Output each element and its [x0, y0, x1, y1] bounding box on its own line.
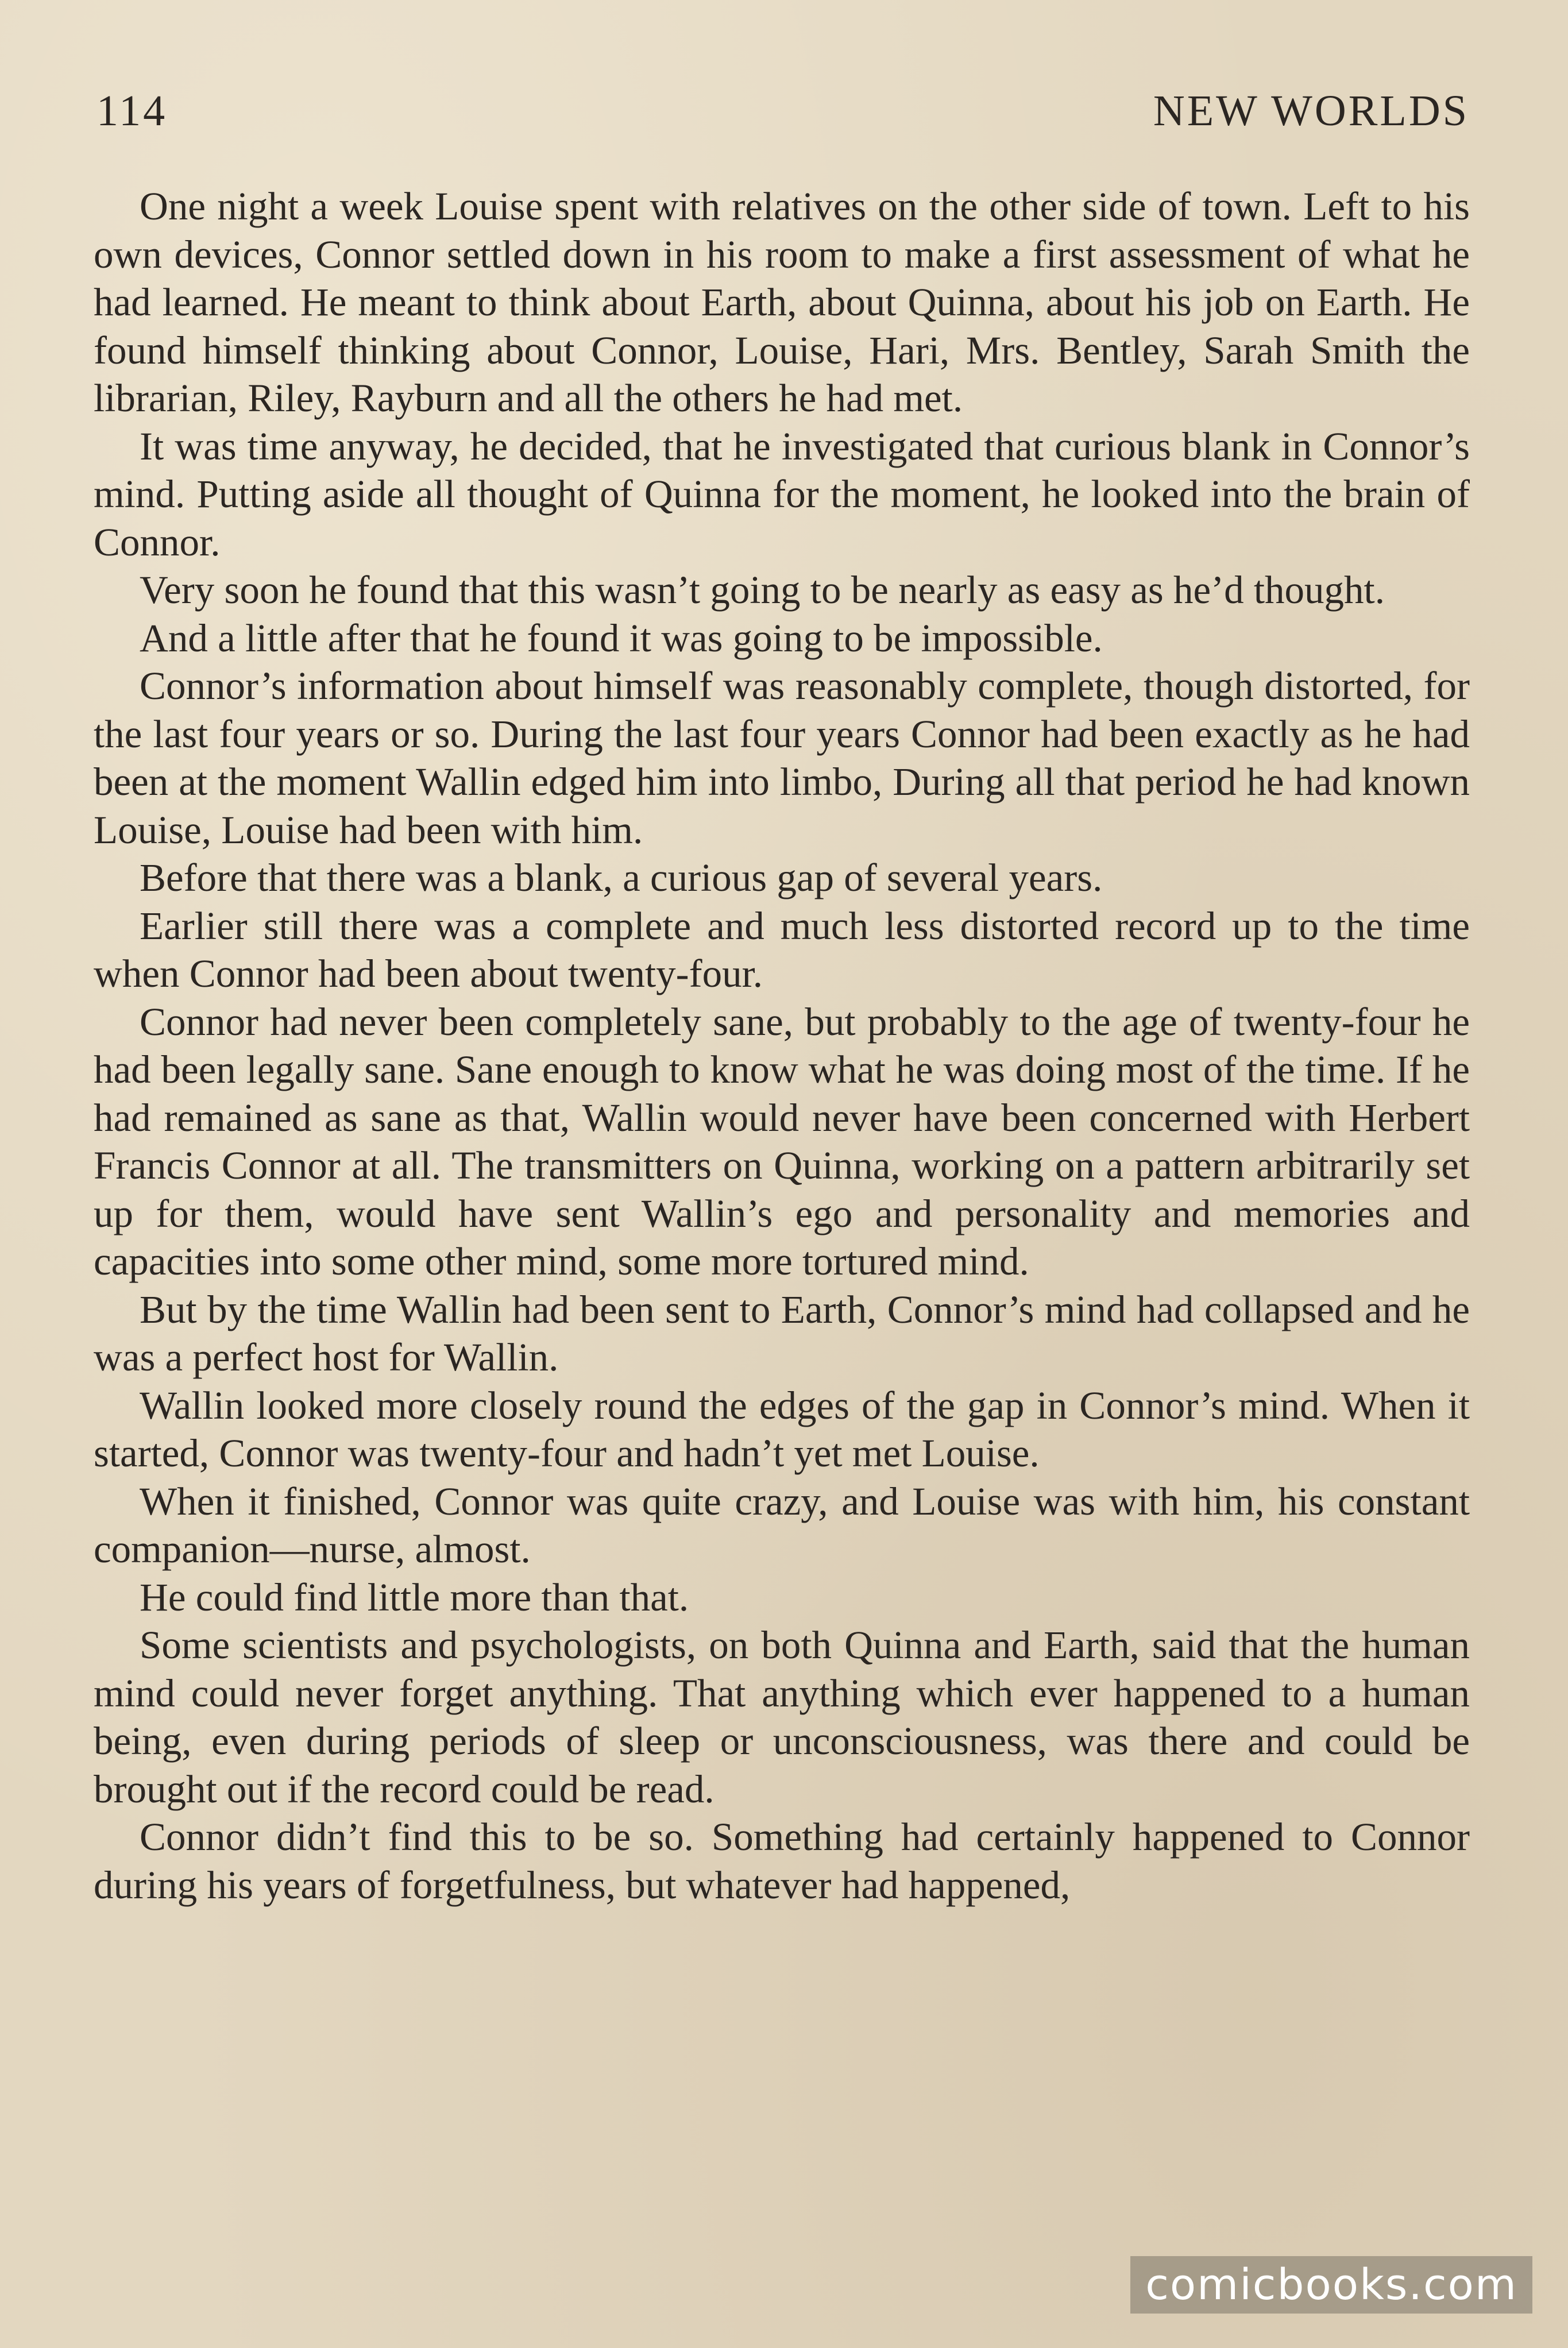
paragraph: When it finished, Connor was quite crazy, and Louise was with him, his constant companion—nurse, almost. — [94, 1479, 1470, 1571]
paragraph: Some scientists and psychologists, on both Quinna and Earth, said that the human mind could never forget anything. That anything which ever happened to a human being, even during periods of sleep or unconsciousness, was there and could be brought out if the record could be read. — [94, 1623, 1470, 1811]
paragraph: Connor’s information about himself was reasonably complete, though distorted, for the last four years or so. During the last four years Connor had been exactly as he had been at the moment Wallin edged him into limbo, During all that period he had known Louise, Louise had been with him. — [94, 664, 1470, 852]
paragraph: Connor had never been completely sane, but probably to the age of twenty-four he had been legally sane. Sane enough to know what he was doing most of the time. If he had remained as sane as that, Wallin would never have been concerned with Herbert Francis Connor at all. The transmitters on Quinna, working on a pattern arbitrarily set up for them, would have sent Wallin’s ego and personality and memories and capacities into some other mind, some more tortured mind. — [94, 999, 1470, 1283]
paragraph: Wallin looked more closely round the edges of the gap in Connor’s mind. When it started, Connor was twenty-four and hadn’t yet met Louise. — [94, 1383, 1470, 1475]
paragraph: And a little after that he found it was going to be impossible. — [140, 616, 1103, 660]
paragraph: Before that there was a blank, a curious gap of several years. — [140, 856, 1103, 899]
paragraph: Earlier still there was a complete and much less distorted record up to the time when Connor had been about twenty-four. — [94, 903, 1470, 995]
paragraph: One night a week Louise spent with relatives on the other side of town. Left to his own devices, Connor settled down in his room to make a first assessment of what he had learned. He meant to think about Earth, about Quinna, about his job on Earth. He found himself thinking about Connor, Louise, Hari, Mrs. Bentley, Sarah Smith the librarian, Riley, Rayburn and all the others he had met. — [94, 184, 1470, 420]
running-head — [96, 86, 1469, 149]
watermark: comicbooks.com — [1130, 2256, 1532, 2314]
page-number: 114 — [96, 87, 168, 135]
paragraph: Connor didn’t find this to be so. Something had certainly happened to Connor during his years of forgetfulness, but whatever had happened, — [94, 1815, 1470, 1907]
journal-title: NEW WORLDS — [1153, 87, 1469, 135]
paragraph: But by the time Wallin had been sent to Earth, Connor’s mind had collapsed and he was a perfect host for Wallin. — [94, 1287, 1470, 1379]
paragraph: Very soon he found that this wasn’t going to be nearly as easy as he’d thought. — [140, 568, 1385, 612]
paragraph: He could find little more than that. — [140, 1575, 689, 1619]
body-text — [94, 183, 1470, 1909]
paragraph: It was time anyway, he decided, that he investigated that curious blank in Connor’s mind. Putting aside all thought of Quinna for the moment, he looked into the brain of Connor. — [94, 424, 1470, 564]
